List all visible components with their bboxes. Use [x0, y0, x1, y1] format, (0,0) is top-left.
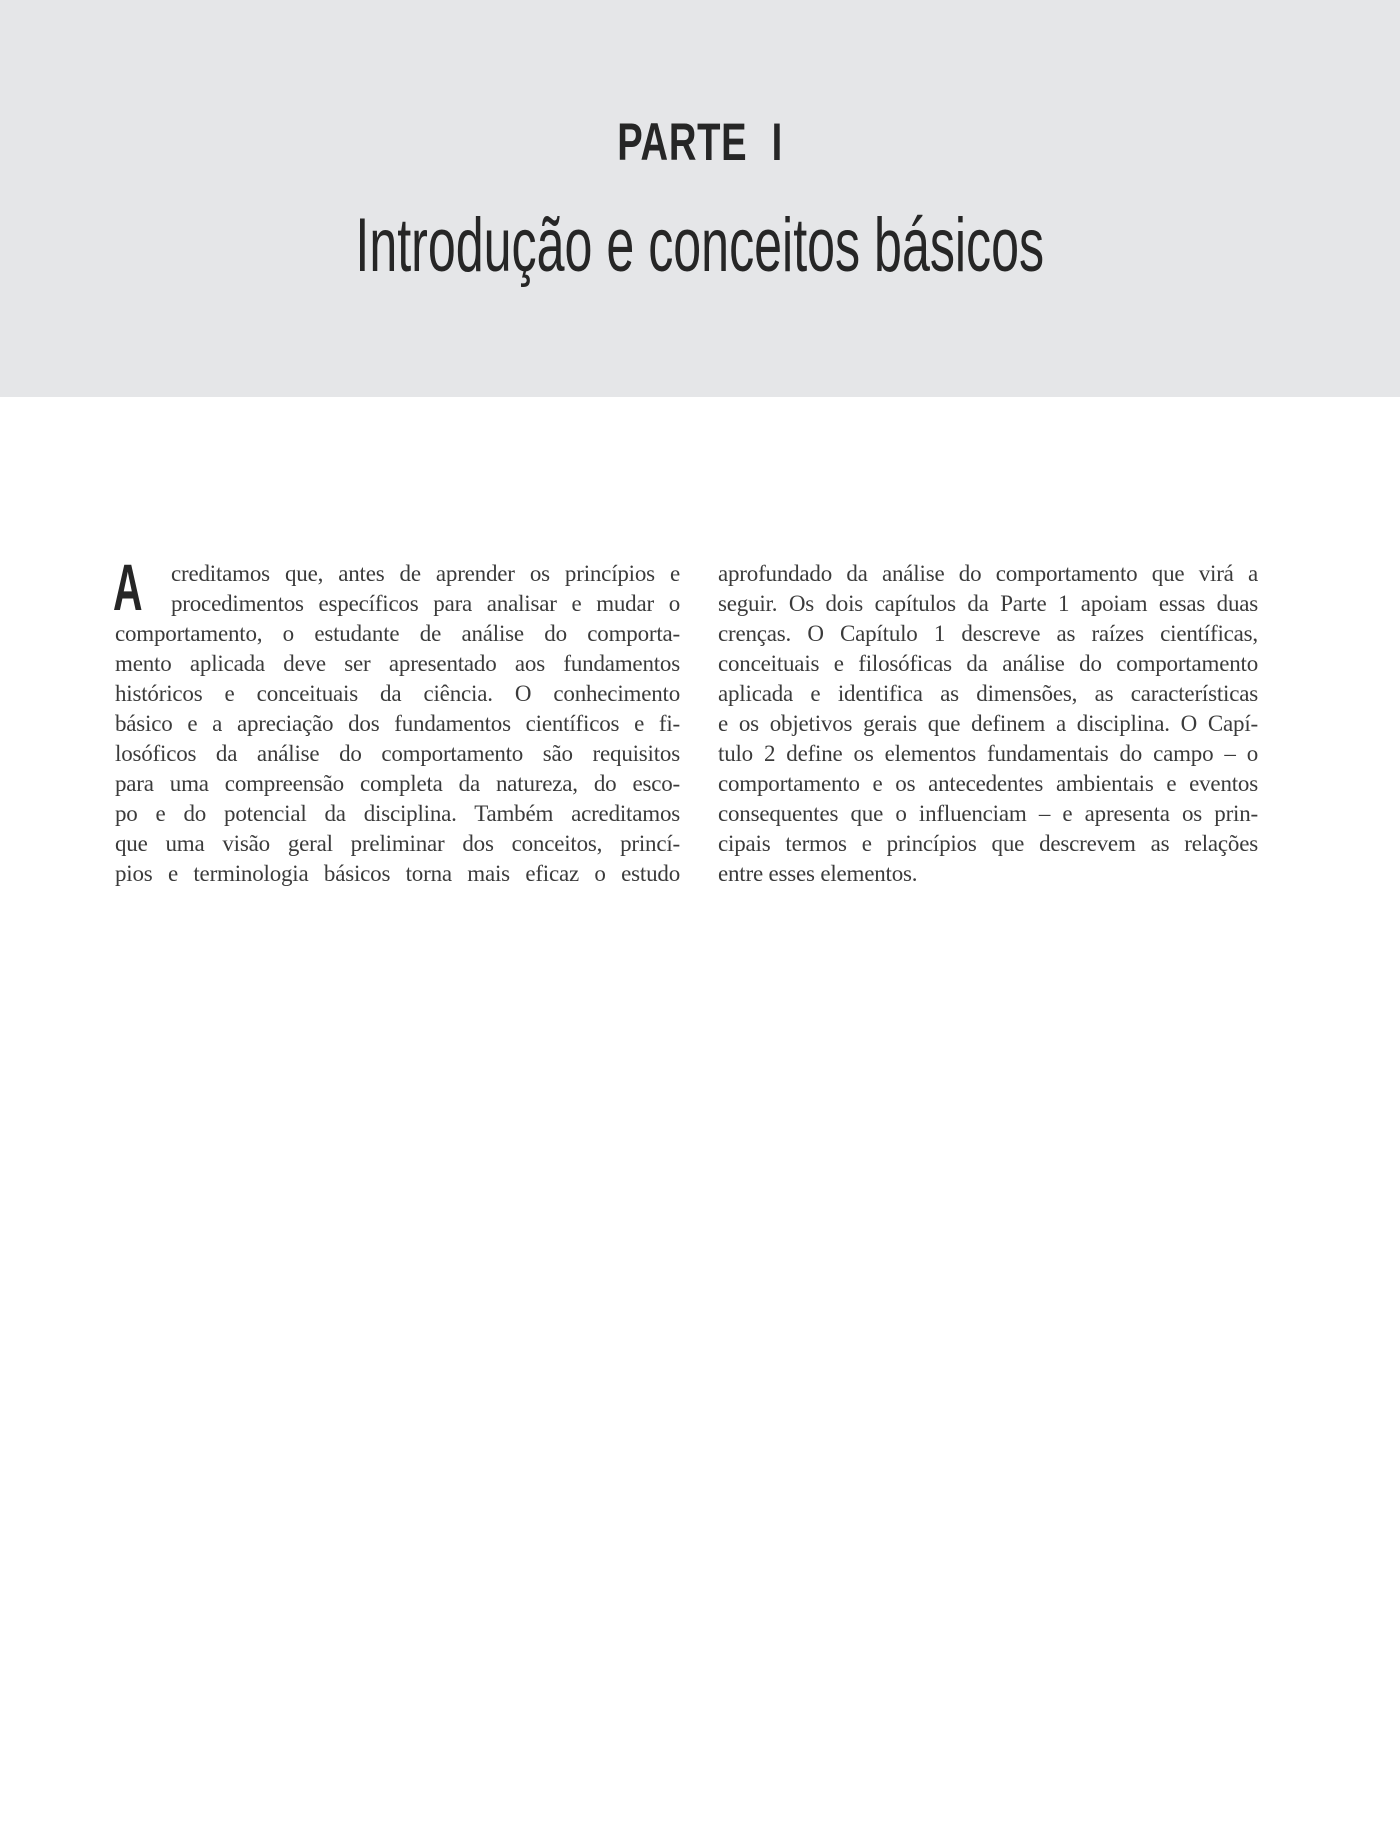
text-line: conceituais e filosóficas da análise do comportamento [718, 651, 1258, 676]
text-line: seguir. Os dois capítulos da Parte 1 apoiam essas duas [718, 591, 1258, 616]
drop-cap: A [113, 550, 143, 624]
page-title [0, 203, 1400, 288]
header-band [0, 0, 1400, 397]
text-line: entre esses elementos. [718, 861, 918, 886]
text-line: mento aplicada deve ser apresentado aos fundamentos [115, 651, 680, 676]
text-line: po e do potencial da disciplina. Também acreditamos [115, 801, 680, 826]
text-line: cipais termos e princípios que descrevem as relações [718, 831, 1258, 856]
text-line: losóficos da análise do comportamento são requisitos [115, 741, 680, 766]
column-right-lines [718, 559, 1258, 889]
text-line: creditamos que, antes de aprender os princípios e [171, 561, 680, 586]
text-line: tulo 2 define os elementos fundamentais do campo – o [718, 741, 1258, 766]
text-line: aprofundado da análise do comportamento que virá a [718, 561, 1258, 586]
text-content [113, 550, 1258, 889]
column-right [718, 559, 1258, 889]
text-line: aplicada e identifica as dimensões, as características [718, 681, 1258, 706]
part-label-text: PARTE I [617, 113, 783, 172]
text-line: consequentes que o influenciam – e apresenta os prin- [718, 801, 1258, 826]
text-line: comportamento, o estudante de análise do comporta- [115, 621, 680, 646]
text-line: e os objetivos gerais que definem a disciplina. O Capí- [718, 711, 1258, 736]
text-line: para uma compreensão completa da natureza, do esco- [115, 771, 680, 796]
text-line: que uma visão geral preliminar dos conceitos, princí- [115, 831, 680, 856]
text-line: básico e a apreciação dos fundamentos científicos e fi- [115, 711, 680, 736]
text-line: pios e terminologia básicos torna mais eficaz o estudo [115, 861, 680, 886]
text-line: históricos e conceituais da ciência. O conhecimento [115, 681, 680, 706]
page-title-text: Introdução e conceitos básicos [355, 203, 1045, 288]
column-left [113, 550, 680, 889]
text-line: crenças. O Capítulo 1 descreve as raízes científicas, [718, 621, 1258, 646]
column-left-lines [113, 550, 680, 889]
text-line: procedimentos específicos para analisar e mudar o [171, 591, 680, 616]
text-line: comportamento e os antecedentes ambientais e eventos [718, 771, 1258, 796]
part-label [0, 113, 1400, 172]
